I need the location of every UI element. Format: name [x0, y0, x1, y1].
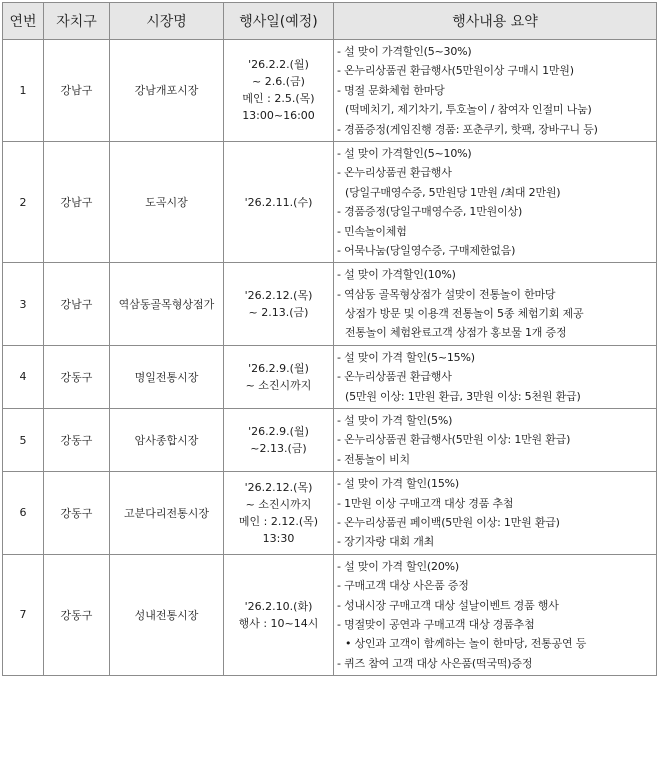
summary-item: - 설 맞이 가격할인(5~10%)	[337, 146, 472, 160]
summary-item: 전통놀이 체험완료고객 상점가 홍보물 1개 증정	[345, 326, 567, 340]
market-name-cell: 강남개포시장	[110, 40, 224, 142]
table-row	[3, 141, 657, 262]
table-row	[3, 554, 657, 675]
row-number: 4	[3, 345, 44, 408]
row-number: 2	[3, 141, 44, 262]
event-date-line: '26.2.12.(목)	[244, 289, 313, 303]
event-date-line: 행사 : 10~14시	[238, 616, 319, 630]
row-number: 6	[3, 472, 44, 555]
district-cell: 강동구	[44, 554, 110, 675]
event-date-line: ~2.13.(금)	[250, 442, 307, 456]
event-date-line: 13:00~16:00	[242, 109, 315, 123]
summary-item: - 전통놀이 비치	[337, 452, 410, 466]
event-date-cell	[224, 263, 334, 346]
event-date-line: '26.2.12.(목)	[244, 480, 313, 494]
summary-item: - 성내시장 구매고객 대상 설날이벤트 경품 행사	[337, 598, 559, 612]
summary-item: - 역삼동 골목형상점가 설맞이 전통놀이 한마당	[337, 287, 556, 301]
event-date-line: ~ 2.6.(금)	[252, 75, 305, 89]
table-row	[3, 40, 657, 142]
event-summary-cell	[334, 345, 657, 408]
district-cell: 강남구	[44, 263, 110, 346]
event-summary-cell	[334, 554, 657, 675]
summary-item: - 1만원 이상 구매고객 대상 경품 추첨	[337, 496, 514, 510]
table-header	[3, 3, 657, 40]
event-date-cell	[224, 554, 334, 675]
row-number: 3	[3, 263, 44, 346]
header-no: 연번	[3, 3, 44, 40]
summary-item: (5만원 이상: 1만원 환급, 3만원 이상: 5천원 환급)	[345, 389, 581, 403]
summary-item: - 온누리상품권 환급행사(5만원 이상: 1만원 환급)	[337, 433, 571, 447]
header-market: 시장명	[110, 3, 224, 40]
summary-item: - 설 맞이 가격 할인(5%)	[337, 414, 453, 428]
event-date-line: '26.2.2.(월)	[248, 58, 309, 72]
district-cell: 강남구	[44, 141, 110, 262]
row-number: 7	[3, 554, 44, 675]
event-date-cell	[224, 345, 334, 408]
summary-item: - 온누리상품권 환급행사	[337, 370, 452, 384]
table-row	[3, 472, 657, 555]
event-date-line: '26.2.10.(화)	[244, 599, 313, 613]
table-row	[3, 345, 657, 408]
header-district: 자치구	[44, 3, 110, 40]
district-cell: 강동구	[44, 409, 110, 472]
summary-item: - 경품증정(당일구매영수증, 1만원이상)	[337, 205, 523, 219]
event-summary-cell	[334, 263, 657, 346]
table-body	[3, 40, 657, 676]
event-date-line: '26.2.11.(수)	[244, 195, 313, 209]
event-table	[2, 2, 657, 676]
row-number: 5	[3, 409, 44, 472]
header-row	[3, 3, 657, 40]
event-date-cell	[224, 409, 334, 472]
row-number: 1	[3, 40, 44, 142]
table-row	[3, 263, 657, 346]
event-date-line: 메인 : 2.5.(목)	[242, 92, 315, 106]
summary-item: - 구매고객 대상 사은품 증정	[337, 579, 469, 593]
summary-item: - 설 맞이 가격 할인(5~15%)	[337, 350, 475, 364]
event-summary-cell	[334, 409, 657, 472]
summary-item: - 온누리상품권 환급행사	[337, 166, 452, 180]
table-row	[3, 409, 657, 472]
event-summary-cell	[334, 472, 657, 555]
summary-item: - 명절맞이 공연과 구매고객 대상 경품추첨	[337, 617, 535, 631]
summary-item: 상점가 방문 및 이용객 전통놀이 5종 체험기회 제공	[345, 307, 584, 321]
summary-item: - 설 맞이 가격할인(5~30%)	[337, 45, 472, 58]
market-name-cell: 명일전통시장	[110, 345, 224, 408]
summary-item: - 장기자랑 대회 개최	[337, 535, 435, 549]
district-cell: 강동구	[44, 472, 110, 555]
event-summary-cell	[334, 141, 657, 262]
summary-item: • 상인과 고객이 함께하는 놀이 한마당, 전통공연 등	[345, 637, 587, 651]
summary-item: - 퀴즈 참여 고객 대상 사은품(떡국떡)증정	[337, 656, 533, 670]
event-date-cell	[224, 141, 334, 262]
summary-item: - 설 맞이 가격할인(10%)	[337, 268, 456, 282]
summary-item: - 설 맞이 가격 할인(20%)	[337, 559, 459, 573]
summary-item: - 어묵나눔(당일영수증, 구매제한없음)	[337, 243, 516, 257]
event-date-line: ~ 소진시까지	[245, 497, 312, 511]
district-cell: 강남구	[44, 40, 110, 142]
event-summary-cell	[334, 40, 657, 142]
summary-item: - 민속놀이체험	[337, 224, 407, 238]
event-date-line: '26.2.9.(월)	[248, 425, 309, 439]
event-date-line: 메인 : 2.12.(목)	[238, 514, 319, 528]
event-date-cell	[224, 40, 334, 142]
market-name-cell: 암사종합시장	[110, 409, 224, 472]
market-name-cell: 역삼동골목형상점가	[110, 263, 224, 346]
summary-item: - 온누리상품권 페이백(5만원 이상: 1만원 환급)	[337, 515, 560, 529]
market-name-cell: 도곡시장	[110, 141, 224, 262]
event-date-line: 13:30	[262, 531, 295, 545]
market-name-cell: 고분다리전통시장	[110, 472, 224, 555]
event-date-cell	[224, 472, 334, 555]
summary-item: - 설 맞이 가격 할인(15%)	[337, 477, 459, 491]
event-date-line: '26.2.9.(월)	[248, 361, 309, 375]
event-date-line: ~ 소진시까지	[245, 378, 312, 392]
summary-item: - 명절 문화체험 한마당	[337, 83, 445, 97]
summary-item: - 경품증정(게임진행 경품: 포춘쿠키, 핫팩, 장바구니 등)	[337, 122, 598, 136]
header-date: 행사일(예정)	[224, 3, 334, 40]
summary-item: - 온누리상품권 환급행사(5만원이상 구매시 1만원)	[337, 64, 574, 78]
header-summary: 행사내용 요약	[334, 3, 657, 40]
summary-item: (당일구매영수증, 5만원당 1만원 /최대 2만원)	[345, 185, 561, 199]
district-cell: 강동구	[44, 345, 110, 408]
market-name-cell: 성내전통시장	[110, 554, 224, 675]
event-date-line: ~ 2.13.(금)	[248, 306, 309, 320]
summary-item: (떡메치기, 제기차기, 투호놀이 / 참여자 인절미 나눔)	[345, 103, 592, 117]
